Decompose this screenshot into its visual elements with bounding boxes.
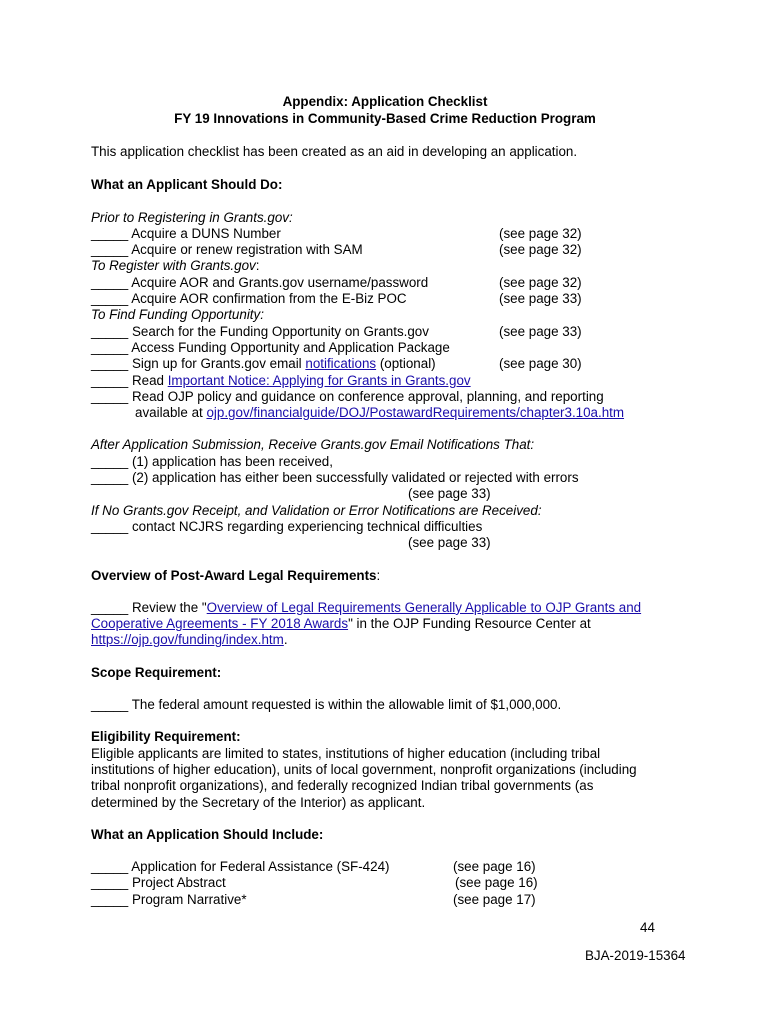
overview-heading <box>91 568 691 584</box>
checklist-item-text: _____ Acquire or renew registration with SAM <box>91 242 363 258</box>
after-heading-part-1: After Application Submission <box>91 437 261 453</box>
no-receipt-heading: If No Grants.gov Receipt, and Validation or Error Notifications are Received: <box>91 502 542 518</box>
checklist-item-text: _____ Acquire AOR confirmation from the E-Biz POC <box>91 291 407 307</box>
checklist-item <box>91 519 691 535</box>
scope-heading: Scope Requirement: <box>91 664 222 680</box>
include-heading: What an Application Should Include: <box>91 826 324 842</box>
overview-item <box>91 600 681 649</box>
prior-heading: Prior to Registering in Grants.gov: <box>91 209 293 225</box>
checklist-item-text: _____ Search for the Funding Opportunity on Grants.gov <box>91 323 429 339</box>
legal-requirements-link[interactable]: Overview of Legal Requirements Generally Applicable to OJP Grants and Cooperative Agreements - FY 2018 Awards <box>91 599 642 632</box>
page-reference: (see page 32) <box>499 242 582 258</box>
checklist-item-text: _____ Project Abstract <box>91 875 226 891</box>
checklist-item-prefix: _____ Sign up for Grants.gov email <box>91 356 306 372</box>
checklist-item-text: _____ contact NCJRS regarding experiencing technical difficulties <box>91 518 483 534</box>
page-reference: (see page 33) <box>499 291 582 307</box>
page-reference: (see page 33) <box>408 535 491 551</box>
overview-end: . <box>283 632 288 648</box>
page-reference: (see page 33) <box>499 323 582 339</box>
checklist-item-text: _____ Acquire AOR and Grants.gov username/password <box>91 274 429 290</box>
checklist-item <box>91 324 691 340</box>
section-heading-do: What an Applicant Should Do: <box>91 177 283 193</box>
funding-index-link[interactable]: https://ojp.gov/funding/index.htm <box>91 632 284 648</box>
checklist-item <box>91 356 691 372</box>
notifications-link[interactable]: notifications <box>305 356 377 372</box>
overview-prefix: _____ Review the " <box>91 599 207 615</box>
page-reference: (see page 17) <box>453 891 536 907</box>
page-reference: (see page 16) <box>453 859 536 875</box>
page-reference: (see page 33) <box>408 486 491 502</box>
checklist-item <box>91 470 691 486</box>
checklist-item <box>91 389 691 405</box>
page-reference: (see page 32) <box>499 274 582 290</box>
checklist-item-suffix: (optional) <box>376 356 436 372</box>
scope-item: _____ The federal amount requested is within the allowable limit of $1,000,000. <box>91 697 562 713</box>
checklist-item <box>91 859 691 875</box>
financial-guide-link[interactable]: ojp.gov/financialguide/DOJ/PostawardRequirements/chapter3.10a.htm <box>206 405 625 421</box>
important-notice-link[interactable]: Important Notice: Applying for Grants in Grants.gov <box>167 372 471 388</box>
eligibility-text: Eligible applicants are limited to states, institutions of higher education (including tribal institutions of higher education), units of local government, nonprofit organizations (including tribal nonprofit organizations), and federally recognized Indian tribal governments (as determined by the Secretary of the Interior) as applicant. <box>91 745 637 810</box>
checklist-item <box>91 275 691 291</box>
overview-heading-colon: : <box>376 567 381 583</box>
checklist-item-text: _____ (1) application has been received, <box>91 453 333 469</box>
find-heading: To Find Funding Opportunity: <box>91 307 264 323</box>
checklist-item-prefix: _____ Read <box>91 372 168 388</box>
page-reference: (see page 30) <box>499 356 582 372</box>
overview-middle: " in the OJP Funding Resource Center at <box>348 616 591 632</box>
page-reference: (see page 32) <box>499 225 582 241</box>
eligibility-heading: Eligibility Requirement: <box>91 729 241 745</box>
checklist-item <box>91 291 691 307</box>
checklist-item-text: _____ (2) application has either been successfully validated or rejected with errors <box>91 470 579 486</box>
checklist-item-text: _____ Application for Federal Assistance (SF-424) <box>91 859 390 875</box>
page-number: 44 <box>640 920 655 935</box>
after-heading <box>91 437 691 453</box>
page-title <box>91 93 679 127</box>
checklist-item <box>91 242 691 258</box>
register-heading-text: To Register with Grants.gov <box>91 258 256 274</box>
checklist-item-text: _____ Read OJP policy and guidance on conference approval, planning, and reporting <box>91 388 604 404</box>
checklist-item <box>91 892 691 908</box>
title-line-1: Appendix: Application Checklist <box>282 94 488 109</box>
checklist-item <box>91 373 691 389</box>
document-id: BJA-2019-15364 <box>585 948 686 963</box>
after-heading-part-2: , Receive Grants.gov Email Notifications That: <box>260 437 535 453</box>
checklist-item-text: _____ Program Narrative* <box>91 891 247 907</box>
intro-text: This application checklist has been created as an aid in developing an application. <box>91 144 578 159</box>
overview-heading-text: Overview of Post-Award Legal Requirements <box>91 567 377 583</box>
checklist-item-text: _____ Access Funding Opportunity and Application Package <box>91 339 450 355</box>
checklist-item-continuation <box>91 405 691 421</box>
register-heading <box>91 258 691 274</box>
checklist-item <box>91 340 691 356</box>
checklist-item-text: _____ Acquire a DUNS Number <box>91 225 281 241</box>
checklist-item <box>91 226 691 242</box>
checklist-item <box>91 875 691 891</box>
title-line-2: FY 19 Innovations in Community-Based Crime Reduction Program <box>174 111 596 126</box>
document-page <box>91 93 691 908</box>
page-reference: (see page 16) <box>455 875 538 891</box>
checklist-item-page-line <box>91 486 691 502</box>
checklist-item-prefix: available at <box>135 405 207 421</box>
checklist-item-page-line <box>91 535 691 551</box>
checklist-item <box>91 454 691 470</box>
register-heading-colon: : <box>255 258 260 274</box>
